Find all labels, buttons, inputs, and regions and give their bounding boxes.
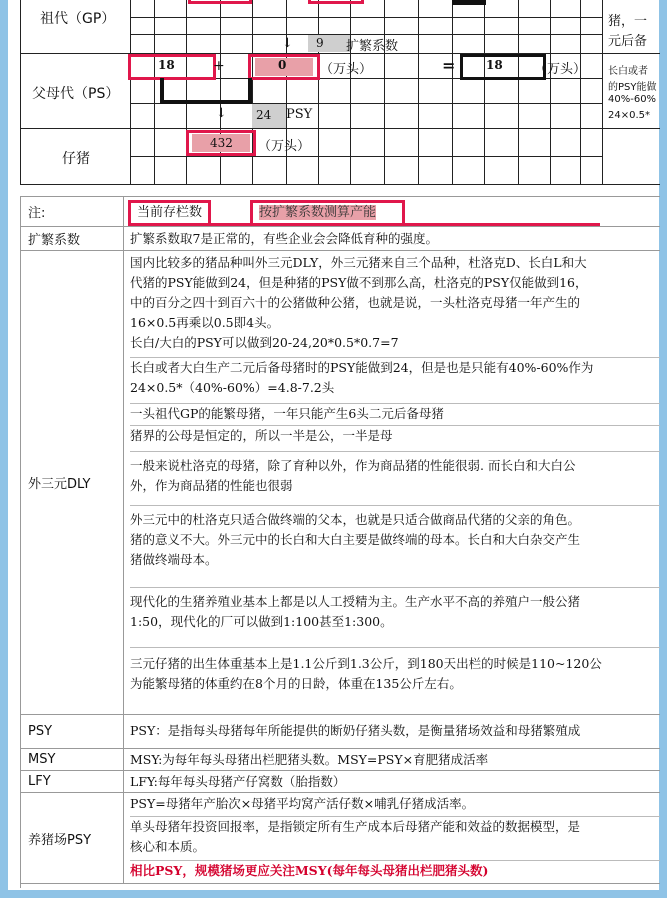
grid-line	[130, 0, 131, 185]
text-line: 三元仔猪的出生体重基本上是1.1公斤到1.3公斤，到180天出栏的时候是110~120公	[130, 656, 602, 671]
expand-label: 扩繁系数	[346, 39, 399, 54]
ps-mid-value: 0	[278, 58, 287, 72]
grid-line	[20, 0, 21, 185]
grid-line	[602, 0, 603, 185]
plus-sign: +	[213, 58, 225, 74]
grid-line	[484, 0, 485, 185]
text-line: 单头母猪年投资回报率，是指锁定所有生产成本后母猪产能和效益的数据模型，是	[130, 819, 581, 834]
dly-paragraph-4: 猪界的公母是恒定的，所以一半是公，一半是母	[130, 425, 660, 446]
psy-value: 24	[256, 108, 272, 122]
expand-row	[20, 226, 660, 250]
text-line: 代猪的PSY能做到24，但是种猪的PSY做不到那么高，杜洛克的PSY仅能做到16，	[130, 275, 588, 290]
dly-paragraph-7	[130, 587, 660, 632]
text-line: 核心和本质。	[130, 839, 206, 854]
grid-line	[580, 0, 581, 185]
dly-key: 外三元DLY	[20, 251, 124, 714]
grid-line	[350, 0, 351, 185]
text-line: 外，作为商品猪的性能也很弱	[130, 478, 293, 493]
grid-line	[252, 0, 253, 185]
dly-paragraph-6	[130, 505, 660, 570]
psy-key: PSY	[20, 715, 124, 748]
grid-line	[154, 0, 155, 185]
connector-line	[452, 0, 486, 5]
dly-paragraph-1	[130, 253, 660, 353]
dly-paragraph-3: 一头祖代GP的能繁母猪，一年只能产生6头二元后备母猪	[130, 403, 660, 424]
text-line: 一般来说杜洛克的母猪，除了育种以外，作为商品猪的性能很弱. 而长白和大白公	[130, 458, 576, 473]
frame-border-bottom	[0, 890, 667, 898]
text-line: 猪的意义不大。外三元中的长白和大白主要是做终端的母本。长白和大白杂交产生	[130, 532, 581, 547]
ps-label: 父母代（PS）	[32, 86, 120, 102]
grid-line	[384, 0, 385, 185]
text-line: 24×0.5*（40%-60%）=4.8-7.2头	[130, 380, 335, 395]
msy-row	[20, 748, 660, 770]
frame-border-left	[0, 0, 8, 898]
grid-line	[20, 53, 660, 54]
gray-cell	[308, 35, 350, 52]
text-line: 国内比较多的猪品种叫外三元DLY，外三元猪来自三个品种，杜洛克D、长白L和大	[130, 255, 587, 270]
down-arrow: ↓	[282, 36, 293, 51]
note-row	[20, 196, 660, 226]
grid-line	[550, 0, 551, 185]
breeding-structure-table	[20, 0, 660, 185]
note-label: 注:	[20, 197, 124, 226]
dly-paragraph-5	[130, 451, 660, 496]
tag-current-stock: 当前存栏数	[128, 200, 211, 226]
farm-psy-formula: PSY=母猪年产胎次×母猪平均窝产活仔数×哺乳仔猪成活率。	[130, 796, 475, 811]
unit-label: （万头）	[258, 139, 311, 154]
grid-line	[220, 0, 221, 185]
expand-key: 扩繁系数	[20, 227, 124, 250]
grid-line	[130, 156, 602, 157]
msy-text: MSY:为每年每头母猪出栏肥猪头数。MSY=PSY×育肥猪成活率	[130, 752, 489, 767]
ps-left-value: 18	[158, 58, 175, 72]
highlight-box	[188, 0, 252, 4]
frame-border-right	[659, 0, 667, 898]
lfy-row	[20, 770, 660, 792]
farm-psy-roi	[130, 816, 660, 857]
grid-line	[130, 17, 602, 18]
unit-label: （万头）	[320, 62, 373, 77]
connector-line	[160, 100, 252, 104]
gp-label: 祖代（GP）	[40, 11, 116, 27]
psy-row	[20, 714, 660, 748]
tag-capacity-text: 按扩繁系数测算产能	[259, 205, 377, 220]
side-note: 40%-60%	[608, 94, 657, 105]
equals-sign: =	[442, 56, 456, 75]
connector-line	[248, 78, 252, 104]
side-note: 猪，一	[608, 14, 648, 29]
dly-row	[20, 250, 660, 714]
msy-key: MSY	[20, 749, 124, 770]
side-note: 的PSY能做	[608, 82, 657, 93]
psy-label: PSY	[286, 107, 313, 122]
text-line: 猪做终端母本。	[130, 552, 218, 567]
unit-label: （万头）	[534, 62, 587, 77]
farm-psy-key: 养猪场PSY	[20, 793, 124, 883]
side-note: 元后备	[608, 34, 648, 49]
text-line: 为能繁母猪的体重约在8个月的日龄，体重在135公斤左右。	[130, 676, 462, 691]
farm-psy-highlight: 相比PSY，规模猪场更应关注MSY(每年每头母猪出栏肥猪头数)	[130, 860, 660, 881]
grid-line	[286, 0, 287, 185]
text-line: 16×0.5再乘以0.5即4头。	[130, 315, 280, 330]
dly-paragraph-8	[130, 647, 660, 694]
farm-psy-row	[20, 792, 660, 884]
piglet-value: 432	[210, 136, 233, 150]
grid-line	[186, 0, 187, 185]
down-arrow: ↓	[216, 106, 227, 121]
text-line: 1:50，现代化的厂可以做到1:100甚至1:300。	[130, 614, 393, 629]
psy-text: PSY：是指每头母猪每年所能提供的断奶仔猪头数，是衡量猪场效益和母猪繁殖成	[130, 723, 581, 738]
grid-line	[318, 0, 319, 185]
highlight-box	[308, 0, 364, 4]
grid-line	[20, 184, 660, 185]
text-line: 中的百分之四十到百六十的公猪做种公猪，也就是说，一头杜洛克母猪一年产生的	[130, 295, 581, 310]
expand-value: 9	[316, 36, 324, 50]
side-note: 24×0.5*	[608, 110, 651, 121]
text-line: 长白/大白的PSY可以做到20-24,20*0.5*0.7=7	[130, 335, 399, 350]
grid-line	[518, 0, 519, 185]
dly-paragraph-2	[130, 357, 660, 398]
grid-line	[452, 0, 453, 185]
ps-total-value: 18	[486, 58, 503, 72]
grid-line	[418, 0, 419, 185]
side-note: 长白或者	[608, 66, 648, 77]
grid-line	[20, 128, 660, 129]
text-line: 外三元中的杜洛克只适合做终端的父本，也就是只适合做商品代猪的父亲的角色。	[130, 512, 581, 527]
text-line: 长白或者大白生产二元后备母猪时的PSY能做到24，但是也是只能有40%-60%作为	[130, 360, 594, 375]
lfy-text: LFY:每年每头母猪产仔窝数（胎指数）	[130, 774, 346, 789]
lfy-key: LFY	[20, 771, 124, 792]
expand-text: 扩繁系数取7是正常的，有些企业会会降低育种的强度。	[130, 231, 438, 246]
text-line: 现代化的生猪养殖业基本上都是以人工授精为主。生产水平不高的养殖户一般公猪	[130, 594, 581, 609]
piglet-label: 仔猪	[62, 151, 90, 167]
